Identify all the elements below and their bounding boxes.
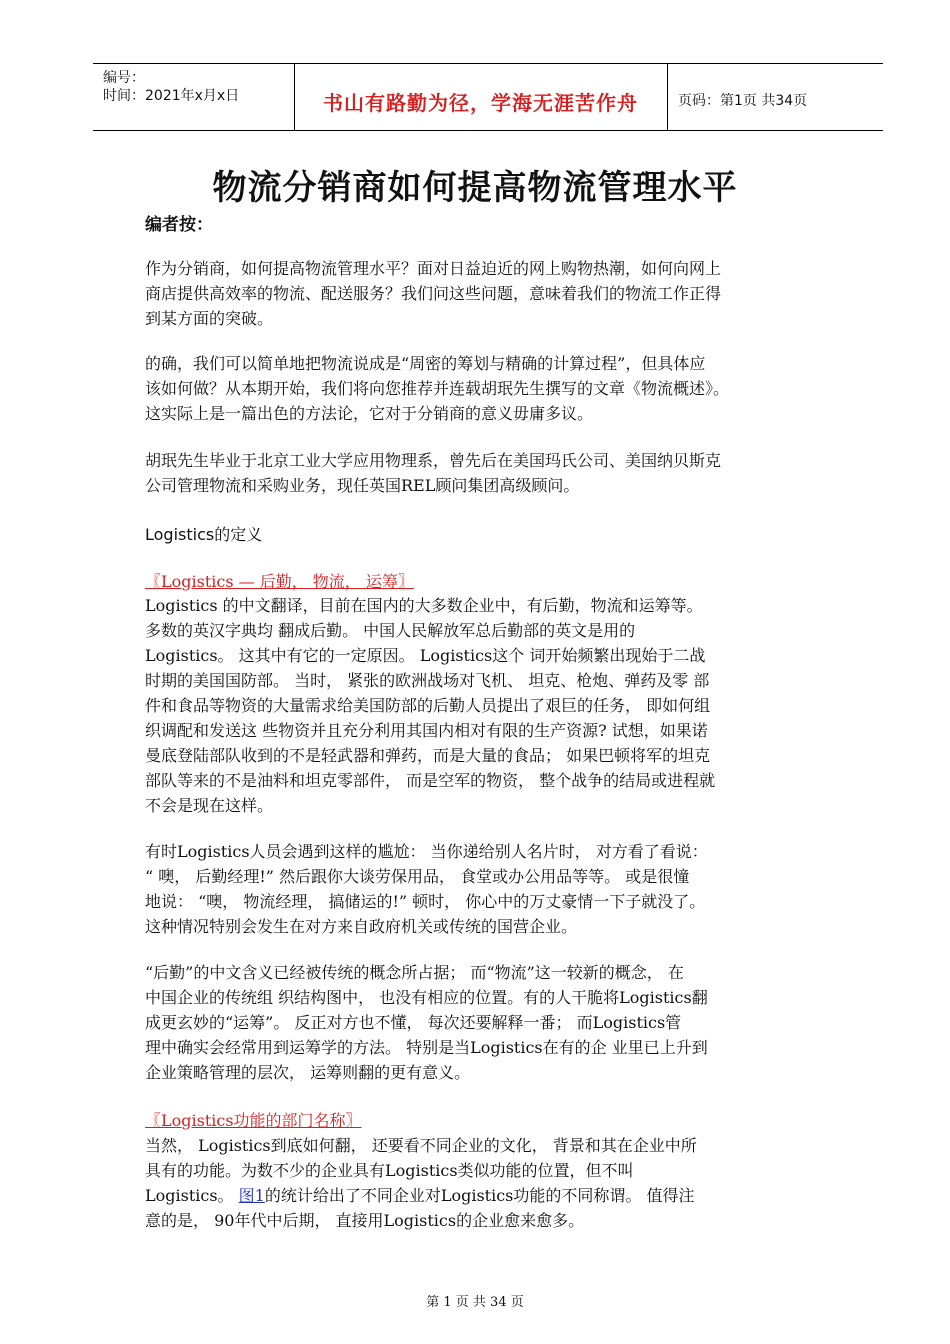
- text-line: 中国企业的传统组 织结构图中， 也没有相应的位置。有的人干脆将Logistics翻: [145, 988, 708, 1007]
- text-line: 部队等来的不是油料和坦克零部件， 而是空军的物资， 整个战争的结局或进程就: [145, 771, 716, 790]
- text-line: 理中确实会经常用到运筹学的方法。 特别是当Logistics在有的企 业里已上升到: [145, 1038, 708, 1057]
- page-footer: 第 1 页 共 34 页: [426, 1295, 524, 1310]
- subsection2-paragraph-1: [145, 1133, 697, 1233]
- text-line: 胡珉先生毕业于北京工业大学应用物理系，曾先后在美国玛氏公司、美国纳贝斯克: [145, 451, 722, 470]
- text-line: 曼底登陆部队收到的不是轻武器和弹药，而是大量的食品； 如果巴顿将军的坦克: [145, 746, 711, 765]
- subsection-heading-1: 〖Logistics — 后勤， 物流， 运筹〗: [145, 572, 414, 591]
- text-line: “后勤”的中文含义已经被传统的概念所占据； 而“物流”这一较新的概念， 在: [145, 963, 684, 982]
- text-line: 这实际上是一篇出色的方法论，它对于分销商的意义毋庸多议。: [145, 404, 594, 423]
- header-meta-cell: [93, 64, 295, 130]
- text-line: 具有的功能。为数不少的企业具有Logistics类似功能的位置，但不叫: [145, 1161, 634, 1180]
- text-line: 时期的美国国防部。 当时， 紧张的欧洲战场对飞机、 坦克、枪炮、弹药及零 部: [145, 671, 710, 690]
- subsection1-paragraph-1: [145, 593, 715, 818]
- document-title: 物流分销商如何提高物流管理水平: [212, 168, 738, 208]
- text-segment: Logistics。: [145, 1186, 239, 1205]
- text-line: “ 噢， 后勤经理!” 然后跟你大谈劳保用品， 食堂或办公用品等等。 或是很憧: [145, 867, 690, 886]
- text-line: 意的是， 90年代中后期， 直接用Logistics的企业愈来愈多。: [145, 1211, 585, 1230]
- subsection1-paragraph-2: [145, 839, 708, 939]
- intro-paragraph-3: [145, 448, 721, 498]
- page-header: [93, 63, 883, 131]
- figure-1-link[interactable]: 图1: [238, 1186, 265, 1205]
- page-number-label: 页码：第1页 共34页: [678, 93, 808, 109]
- text-line: 这种情况特别会发生在对方来自政府机关或传统的国营企业。: [145, 917, 578, 936]
- text-line: [145, 1183, 697, 1208]
- text-line: 织调配和发送这 些物资并且充分利用其国内相对有限的生产资源? 试想，如果诺: [145, 721, 708, 740]
- time-label: 时间：2021年x月x日: [103, 88, 240, 104]
- number-label: 编号：: [103, 70, 145, 86]
- intro-paragraph-2: [145, 351, 729, 426]
- text-line: 不会是现在这样。: [145, 796, 274, 815]
- text-line: 公司管理物流和采购业务，现任英国REL顾问集团高级顾问。: [145, 476, 580, 495]
- header-motto-cell: [294, 64, 668, 130]
- text-line: 有时Logistics人员会遇到这样的尴尬： 当你递给别人名片时， 对方看了看说：: [145, 842, 708, 861]
- text-line: 作为分销商，如何提高物流管理水平？面对日益迫近的网上购物热潮，如何向网上: [145, 259, 722, 278]
- text-segment: 的统计给出了不同企业对Logistics功能的不同称谓。 值得注: [264, 1186, 695, 1205]
- intro-paragraph-1: [145, 256, 721, 331]
- text-line: 该如何做？从本期开始，我们将向您推荐并连载胡珉先生撰写的文章《物流概述》。: [145, 379, 730, 398]
- text-line: Logistics。 这其中有它的一定原因。 Logistics这个 词开始频繁出现始于二战: [145, 646, 706, 665]
- text-line: 商店提供高效率的物流、配送服务？我们问这些问题，意味着我们的物流工作正得: [145, 284, 722, 303]
- header-page-cell: [668, 64, 883, 130]
- text-line: 成更玄妙的“运筹”。 反正对方也不懂， 每次还要解释一番； 而Logistics管: [145, 1013, 682, 1032]
- text-line: 到某方面的突破。: [145, 309, 274, 328]
- text-line: Logistics 的中文翻译，目前在国内的大多数企业中，有后勤，物流和运筹等。: [145, 596, 703, 615]
- text-line: 的确，我们可以简单地把物流说成是“周密的筹划与精确的计算过程”，但具体应: [145, 354, 706, 373]
- text-line: 地说： “噢， 物流经理， 搞储运的!” 顿时， 你心中的万丈豪情一下子就没了。: [145, 892, 706, 911]
- subsection1-paragraph-3: [145, 960, 708, 1085]
- motto: 书山有路勤为径，学海无涯苦作舟: [323, 91, 638, 115]
- editor-note-label: 编者按：: [145, 215, 213, 235]
- section-title: Logistics的定义: [145, 525, 263, 544]
- text-line: 企业策略管理的层次， 运筹则翻的更有意义。: [145, 1063, 471, 1082]
- subsection-heading-2: 〖Logistics功能的部门名称〗: [145, 1111, 362, 1130]
- text-line: 多数的英汉字典均 翻成后勤。 中国人民解放军总后勤部的英文是用的: [145, 621, 636, 640]
- text-line: 件和食品等物资的大量需求给美国防部的后勤人员提出了艰巨的任务， 即如何组: [145, 696, 711, 715]
- text-line: 当然， Logistics到底如何翻， 还要看不同企业的文化， 背景和其在企业中所: [145, 1136, 697, 1155]
